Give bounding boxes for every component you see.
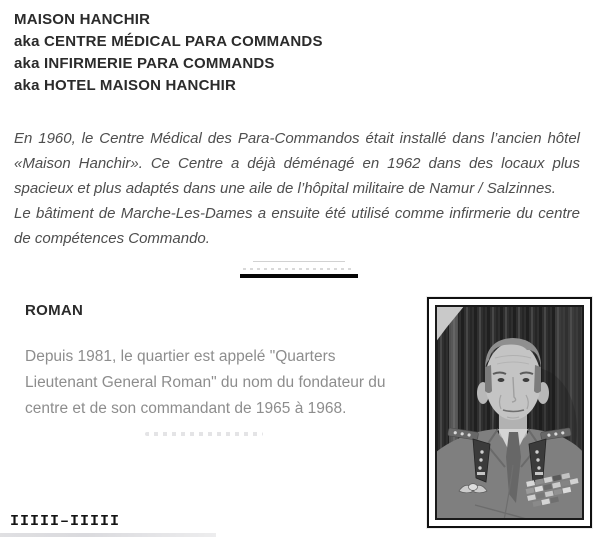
section-divider xyxy=(240,261,358,278)
footer-glyph-line: IIIII–IIIII xyxy=(10,513,121,530)
faded-footer-artifact xyxy=(0,533,216,537)
portrait-photo xyxy=(435,305,584,520)
roman-section-heading: ROMAN xyxy=(25,302,84,319)
page-title: MAISON HANCHIR xyxy=(14,11,151,28)
divider-bar xyxy=(240,274,358,278)
divider-hairline xyxy=(253,261,345,262)
divider-faded-caption xyxy=(243,268,355,270)
alias-line-1: aka CENTRE MÉDICAL PARA COMMANDS xyxy=(14,33,323,50)
history-text xyxy=(14,126,580,251)
heading-block xyxy=(14,9,323,97)
alias-line-3: aka HOTEL MAISON HANCHIR xyxy=(14,77,237,94)
uniform xyxy=(435,428,584,520)
history-paragraph-1: En 1960, le Centre Médical des Para-Commandos était installé dans l’ancien hôtel «Maison Hanchir». Ce Centre a déjà déménagé en 1962 dans des locaux plus spacieux et plus adaptés dans une aile de l’hôpital militaire de Namur / Salzinnes. xyxy=(14,130,580,197)
alias-line-2: aka INFIRMERIE PARA COMMANDS xyxy=(14,55,275,72)
portrait-frame xyxy=(427,297,592,528)
faded-text-artifact xyxy=(145,432,263,436)
roman-paragraph: Depuis 1981, le quartier est appelé "Quarters Lieutenant General Roman" du nom du fondateur du centre et de son commandant de 1965 à 1968. xyxy=(25,348,386,417)
history-paragraph-2: Le bâtiment de Marche-Les-Dames a ensuite été utilisé comme infirmerie du centre de compétences Commando. xyxy=(14,205,580,247)
